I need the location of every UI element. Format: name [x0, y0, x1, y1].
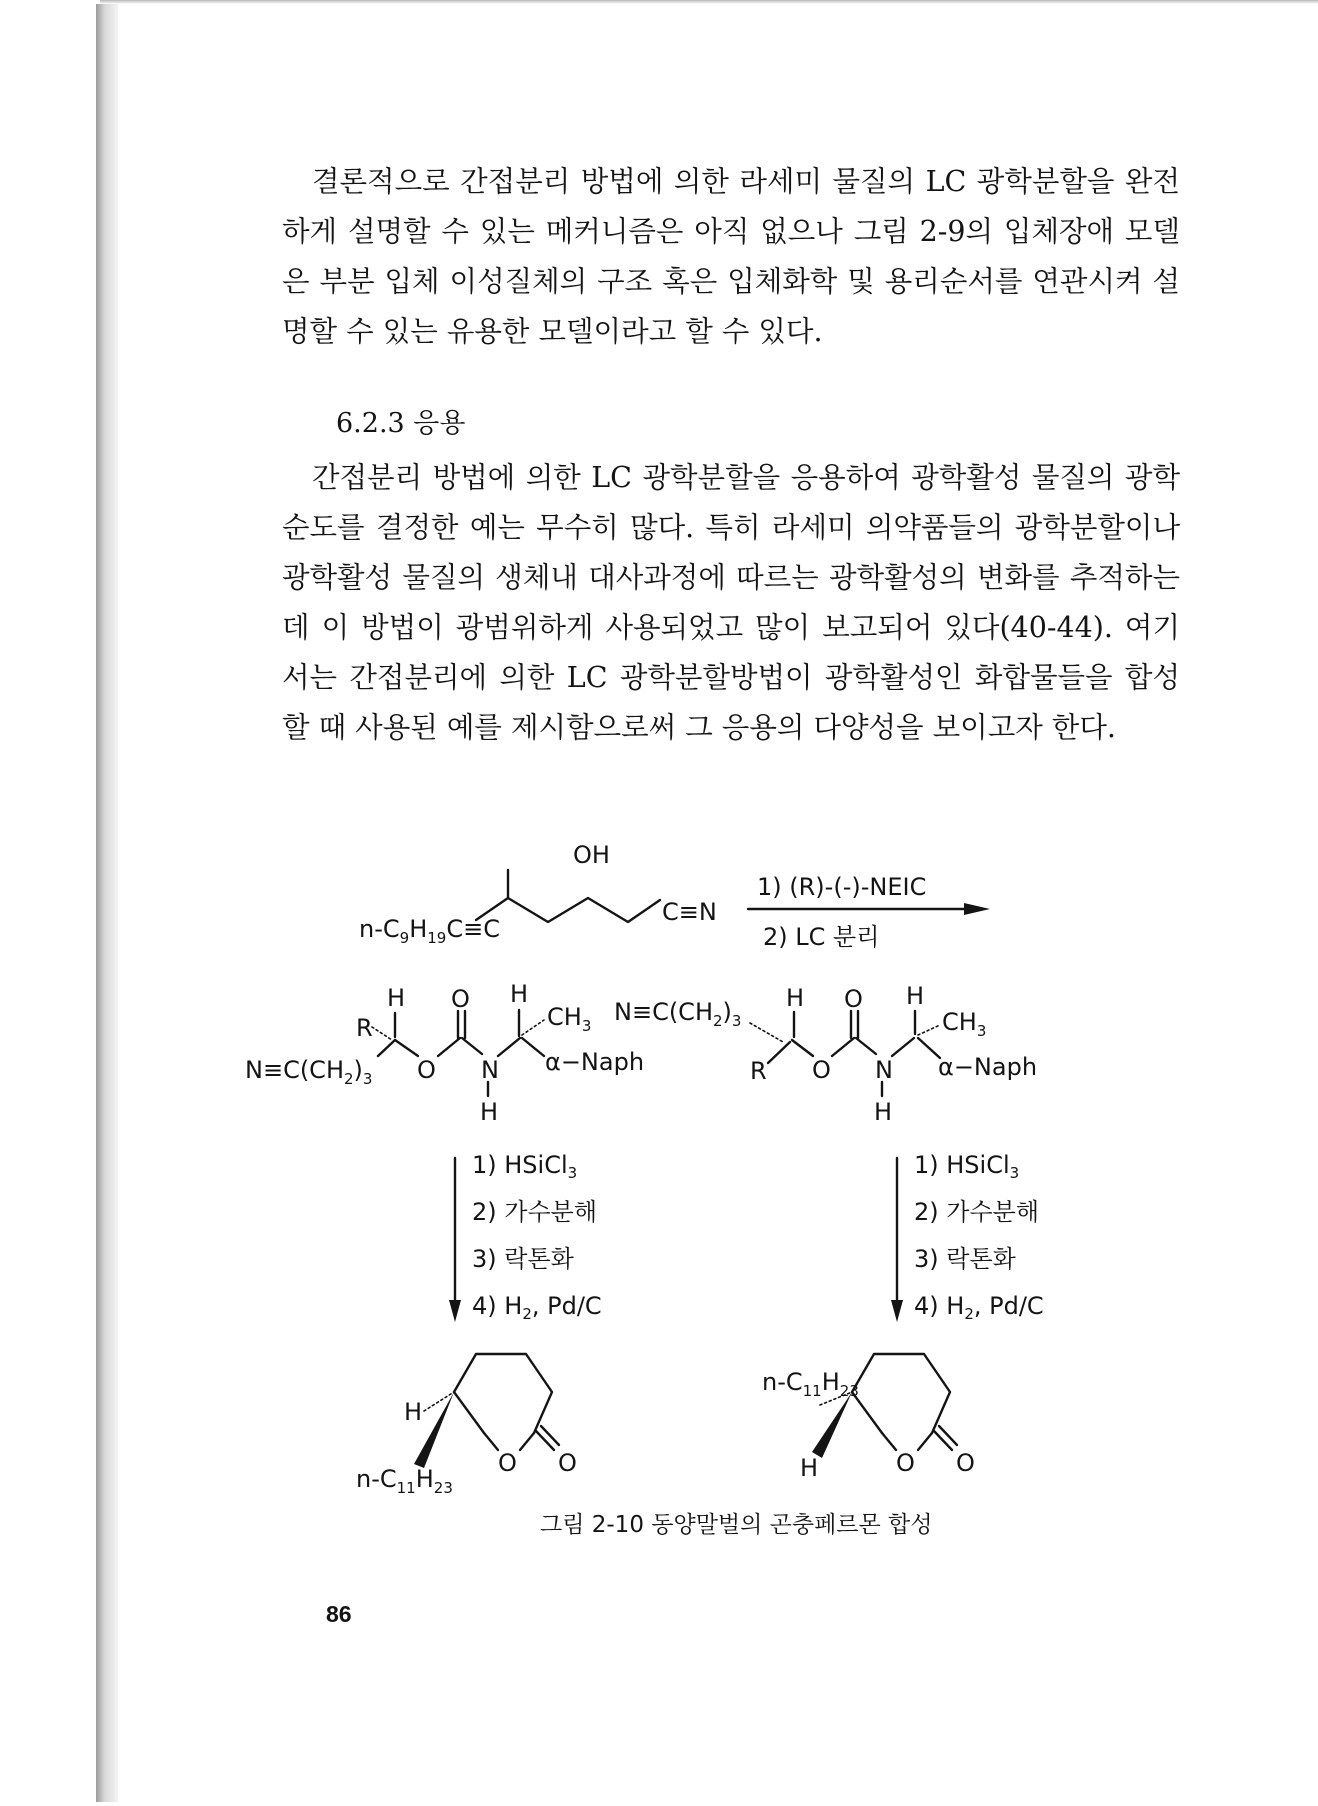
paragraph-application-text: 간접분리 방법에 의한 LC 광학분할을 응용하여 광학활성 물질의 광학순도를 결정한 예는 무수히 많다. 특히 라세미 의약품들의 광학분할이나 광학활성 물질의 생체내 대사과정에 따르는 광학활성의 변화를 추적하는 데 이 방법이 광범위하게 사용되었고 많이 보고되어 있다(40-44). 여기서는 간접분리에 의한 LC 광학분할방법이 광학활성인 화합물들을 합성할 때 사용된 예를 제시함으로써 그 응용의 다양성을 보이고자 한다. [282, 461, 1180, 744]
lactone-left [356, 1354, 577, 1497]
paragraph-conclusion [282, 157, 1180, 357]
nitrile-label: C≡N [662, 898, 717, 926]
svg-text:O: O [417, 1056, 436, 1084]
reaction-scheme-figure [245, 820, 1220, 1620]
cyano-chain-left: $N\equiv C(CH_2)_3$ [245, 1056, 373, 1088]
reagent-hsicl3-left: 1) HSiCl$_3$ [472, 1151, 578, 1182]
svg-text:O: O [451, 985, 470, 1013]
svg-text:H: H [786, 984, 805, 1012]
step1-reagent-2: 2) LC 분리 [763, 923, 880, 951]
page-number: 86 [326, 1601, 352, 1627]
starting-material [359, 841, 717, 947]
chain-prefix: $n-C_9H_{19}C\equiv C$ [359, 915, 500, 947]
reagent-lactonization-left: 3) 락톤화 [472, 1245, 574, 1273]
lactone-right [762, 1354, 975, 1482]
svg-text:H: H [387, 984, 406, 1012]
methyl-right: $CH_3$ [942, 1008, 987, 1040]
step1-arrow [748, 873, 990, 951]
step1-reagent-1: 1) (R)-(-)-NEIC [757, 873, 927, 901]
svg-text:O: O [498, 1449, 517, 1477]
svg-text:O: O [558, 1449, 577, 1477]
reagent-hydrogenation-left: 4) $H_2$, Pd/C [472, 1292, 602, 1323]
reagent-lactonization-right: 3) 락톤화 [914, 1245, 1016, 1273]
svg-text:R: R [750, 1057, 767, 1085]
undecyl-right: $n-C_{11}H_{23}$ [762, 1368, 859, 1400]
reagent-hydrolysis-right: 2) 가수분해 [914, 1198, 1039, 1226]
reagent-hsicl3-right: 1) HSiCl$_3$ [914, 1151, 1020, 1182]
page-spine-shadow [96, 4, 118, 1802]
reagent-hydrogenation-right: 4) $H_2$, Pd/C [914, 1292, 1044, 1323]
svg-text:H: H [480, 1098, 499, 1126]
methyl-left: $CH_3$ [547, 1003, 592, 1035]
naphthyl-right: α−Naph [938, 1053, 1038, 1081]
svg-text:H: H [404, 1398, 423, 1426]
svg-text:O: O [844, 985, 863, 1013]
svg-text:H: H [510, 980, 529, 1008]
paragraph-application [282, 453, 1180, 753]
svg-text:N: N [875, 1056, 893, 1084]
carbamate-right [614, 982, 1037, 1126]
svg-text:O: O [896, 1449, 915, 1477]
cyano-chain-right: $N\equiv C(CH_2)_3$ [614, 998, 742, 1030]
svg-text:H: H [874, 1098, 893, 1126]
svg-text:H: H [800, 1454, 819, 1482]
page-margin [0, 0, 100, 1806]
carbamate-left [245, 980, 644, 1126]
reaction-scheme [245, 820, 1220, 1620]
naphthyl-left: α−Naph [545, 1048, 645, 1076]
undecyl-left: $n-C_{11}H_{23}$ [356, 1465, 453, 1497]
step2-arrow-right [891, 1151, 1044, 1323]
reagent-hydrolysis-left: 2) 가수분해 [472, 1198, 597, 1226]
paragraph-conclusion-text: 결론적으로 간접분리 방법에 의한 라세미 물질의 LC 광학분할을 완전하게 설명할 수 있는 메커니즘은 아직 없으나 그림 2-9의 입체장애 모델은 부분 입체 이성질체의 구조 혹은 입체화학 및 용리순서를 연관시켜 설명할 수 있는 유용한 모델이라고 할 수 있다. [282, 165, 1180, 348]
oh-label: OH [573, 841, 610, 869]
svg-text:O: O [812, 1056, 831, 1084]
svg-text:O: O [956, 1449, 975, 1477]
svg-text:R: R [356, 1014, 373, 1042]
svg-text:H: H [906, 982, 925, 1010]
svg-text:N: N [481, 1056, 499, 1084]
step2-arrow-left [449, 1151, 602, 1323]
figure-caption: 그림 2-10 동양말벌의 곤충페르몬 합성 [540, 1512, 933, 1538]
section-heading: 6.2.3 응용 [336, 408, 466, 439]
